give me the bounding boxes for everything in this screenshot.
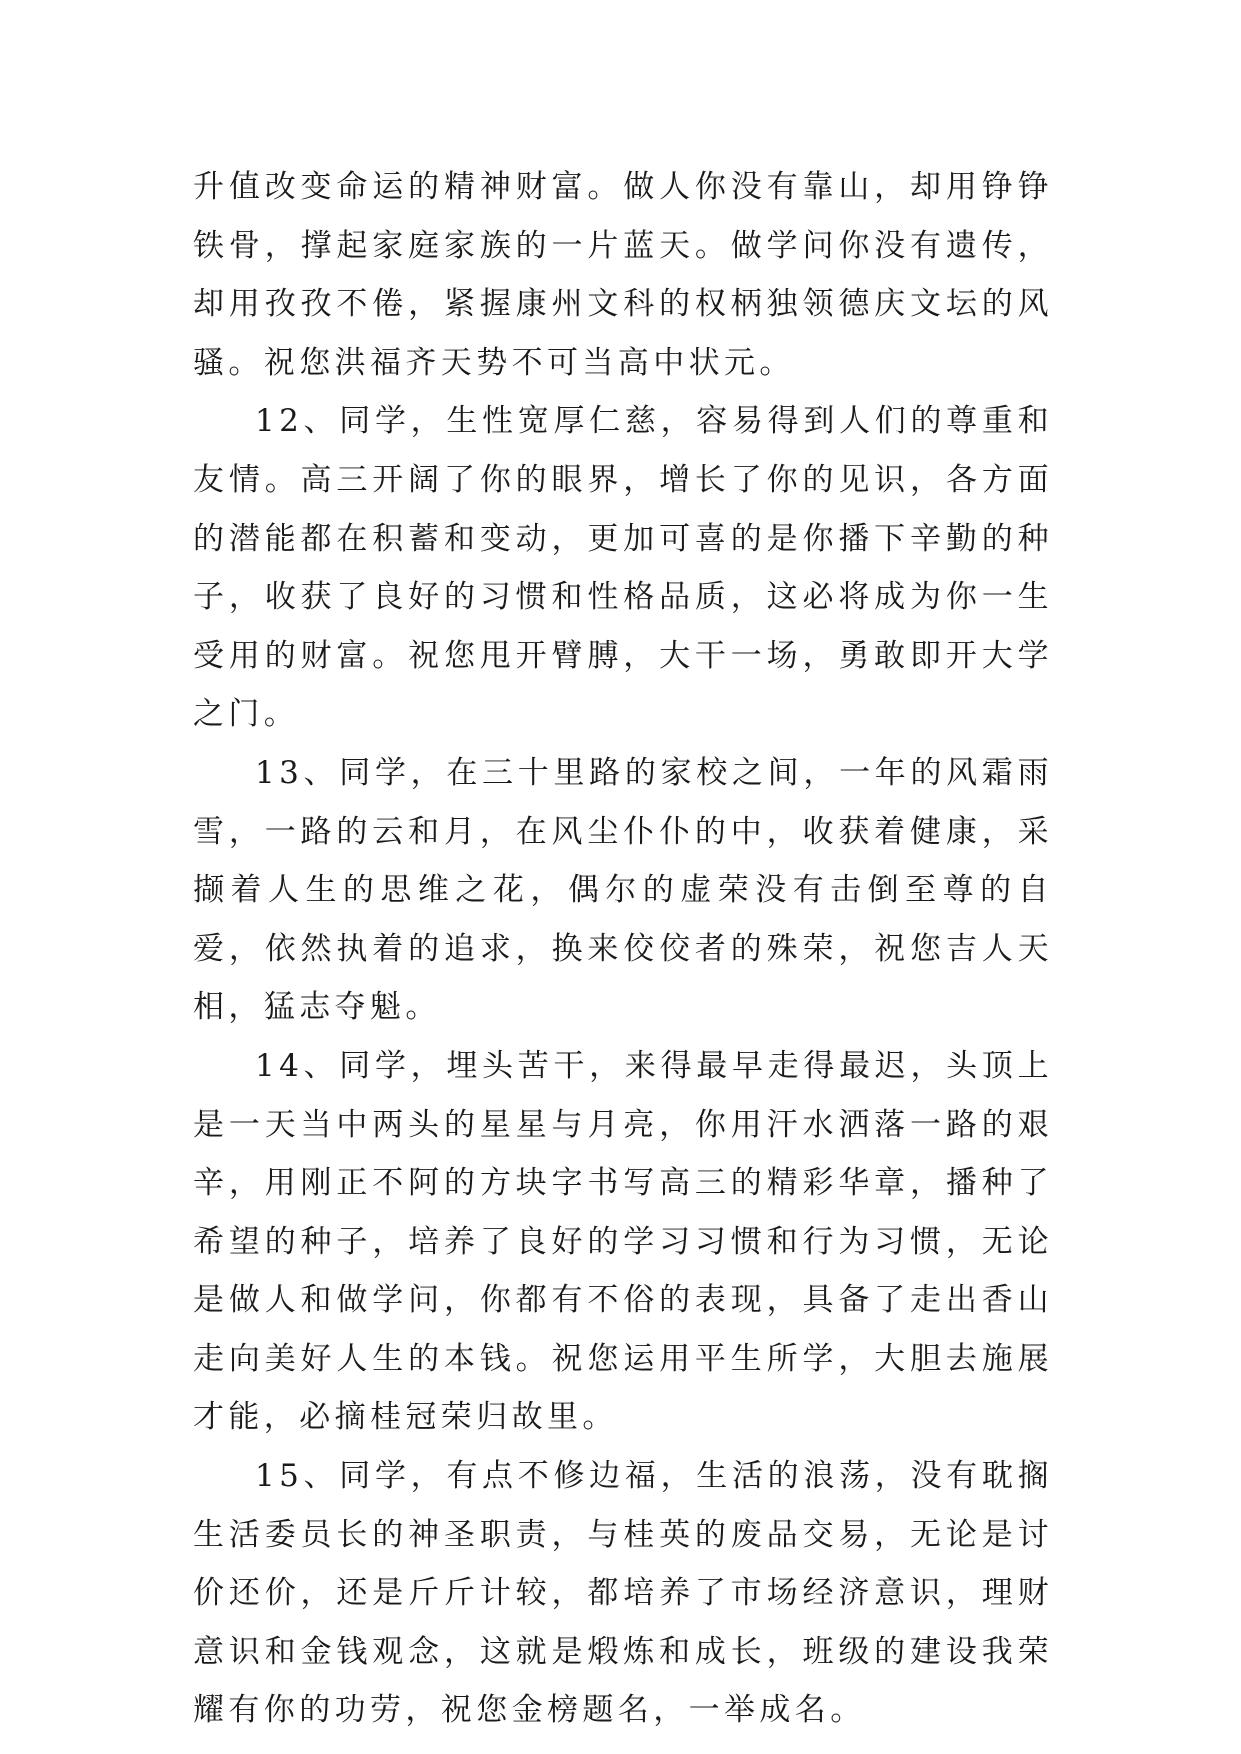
paragraph-12: 12、同学，生性宽厚仁慈，容易得到人们的尊重和友情。高三开阔了你的眼界，增长了你的见识，各方面的潜能都在积蓄和变动，更加可喜的是你播下辛勤的种子，收获了良好的习惯和性格品质，这必将成为你一生受用的财富。祝您甩开臂膊，大干一场，勇敢即开大学之门。 (193, 403, 1053, 733)
document-page (193, 158, 1053, 1740)
paragraph-14: 14、同学，埋头苦干，来得最早走得最迟，头顶上是一天当中两头的星星与月亮，你用汗水洒落一路的艰辛，用刚正不阿的方块字书写高三的精彩华章，播种了希望的种子，培养了良好的学习习惯和行为习惯，无论是做人和做学问，你都有不俗的表现，具备了走出香山走向美好人生的本钱。祝您运用平生所学，大胆去施展才能，必摘桂冠荣归故里。 (193, 1047, 1053, 1436)
paragraph-continued: 升值改变命运的精神财富。做人你没有靠山，却用铮铮铁骨，撑起家庭家族的一片蓝天。做学问你没有遗传，却用孜孜不倦，紧握康州文科的权柄独领德庆文坛的风骚。祝您洪福齐天势不可当高中状元。 (193, 169, 1053, 381)
paragraph-15: 15、同学，有点不修边福，生活的浪荡，没有耽搁生活委员长的神圣职责，与桂英的废品交易，无论是讨价还价，还是斤斤计较，都培养了市场经济意识，理财意识和金钱观念，这就是煅炼和成长，班级的建设我荣耀有你的功劳，祝您金榜题名，一举成名。 (193, 1458, 1053, 1729)
paragraph-13: 13、同学，在三十里路的家校之间，一年的风霜雨雪，一路的云和月，在风尘仆仆的中，收获着健康，采撷着人生的思维之花，偶尔的虚荣没有击倒至尊的自爱，依然执着的追求，换来佼佼者的殊荣，祝您吉人天相，猛志夺魁。 (193, 754, 1053, 1026)
